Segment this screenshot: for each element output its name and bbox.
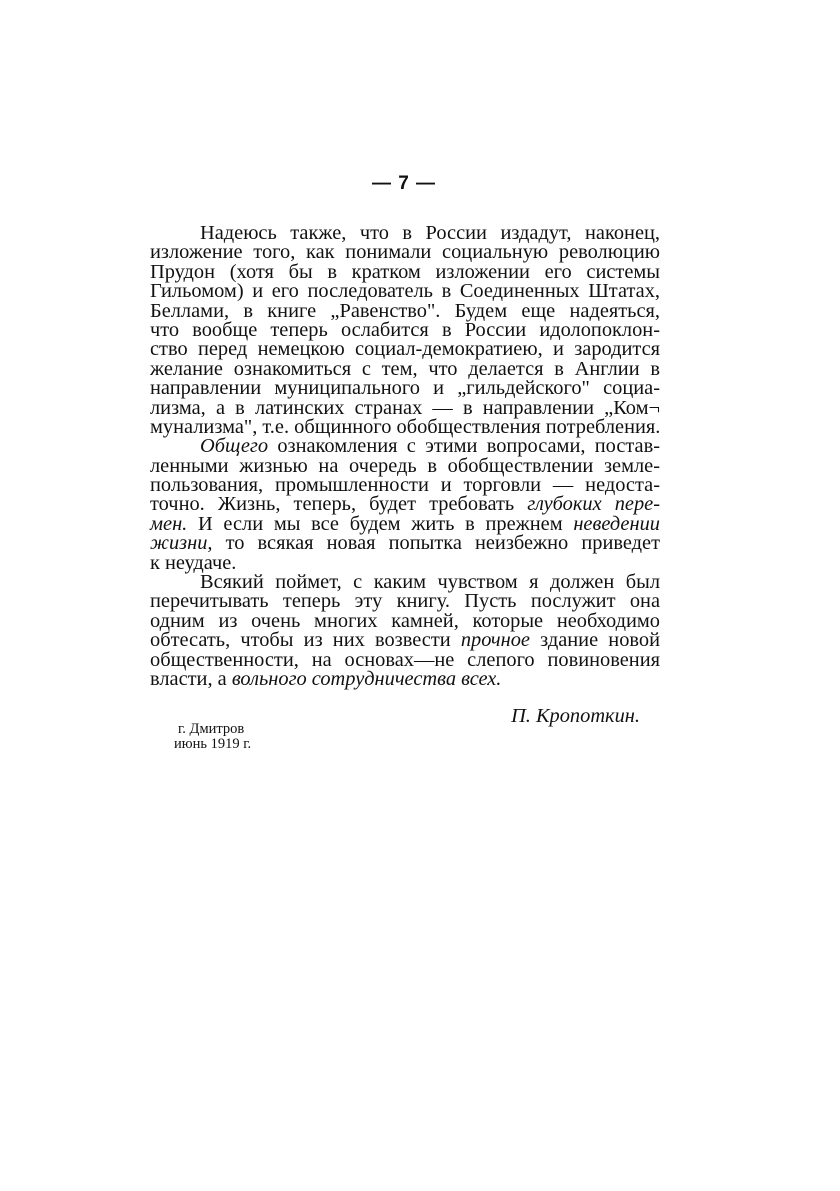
text-line: желание ознакомиться с тем, что делается в Англии в (150, 357, 660, 380)
text-line: обтесать, чтобы из них возвести прочное здание новой (150, 629, 660, 652)
text-line: направлении муниципального и „гильдейского" социа- (150, 377, 660, 400)
text-line: общественности, на основах—не слепого повиновения (150, 648, 660, 671)
text-line: мен. И если мы все будем жить в прежнем неведении (150, 512, 660, 535)
text-line: лизма, а в латинских странах — в направлении „Ком¬ (150, 396, 660, 419)
text-line: ленными жизнью на очередь в обобществлении земле- (150, 454, 660, 477)
place-date (174, 722, 251, 752)
place-date-line: июнь 1919 г. (174, 736, 252, 752)
text-line: ство перед немецкою социал-демократиею, и зародится (150, 338, 660, 361)
text-line: Надеюсь также, что в России издадут, наконец, (200, 222, 660, 244)
body-text (150, 224, 660, 689)
text-line: Гильомом) и его последователь в Соединенных Штатах, (150, 280, 660, 303)
text-line: жизни, то всякая новая попытка неизбежно приведет (150, 532, 660, 555)
text-line: Прудон (хотя бы в кратком изложении его системы (150, 260, 660, 283)
text-line: что вообще теперь ослабится в России идолопоклон- (150, 318, 660, 341)
page-number: — 7 — (371, 173, 437, 194)
text-line: Общего ознакомления с этими вопросами, постав- (200, 435, 660, 458)
text-line: точно. Жизнь, теперь, будет требовать глубоких пере- (150, 493, 661, 516)
text-line: перечитывать теперь эту книгу. Пусть послужит она (150, 590, 660, 613)
text-line: изложение того, как понимали социальную революцию (150, 241, 660, 264)
text-line: Всякий поймет, с каким чувством я должен был (200, 571, 660, 594)
text-line: к неудаче. (150, 551, 237, 574)
text-line: пользования, промышленности и торговли — недоста- (150, 474, 660, 497)
text-line: одним из очень многих камней, которые необходимо (150, 609, 660, 632)
text-line: мунализма", т.е. общинного обобществления потребления. (150, 415, 661, 438)
author-signature: П. Кропоткин. (511, 705, 640, 727)
text-line: власти, а вольного сотрудничества всех. (150, 667, 502, 690)
place-city: г. Дмитров (178, 721, 245, 737)
text-line: Беллами, в книге „Равенство". Будем еще надеяться, (150, 299, 660, 322)
